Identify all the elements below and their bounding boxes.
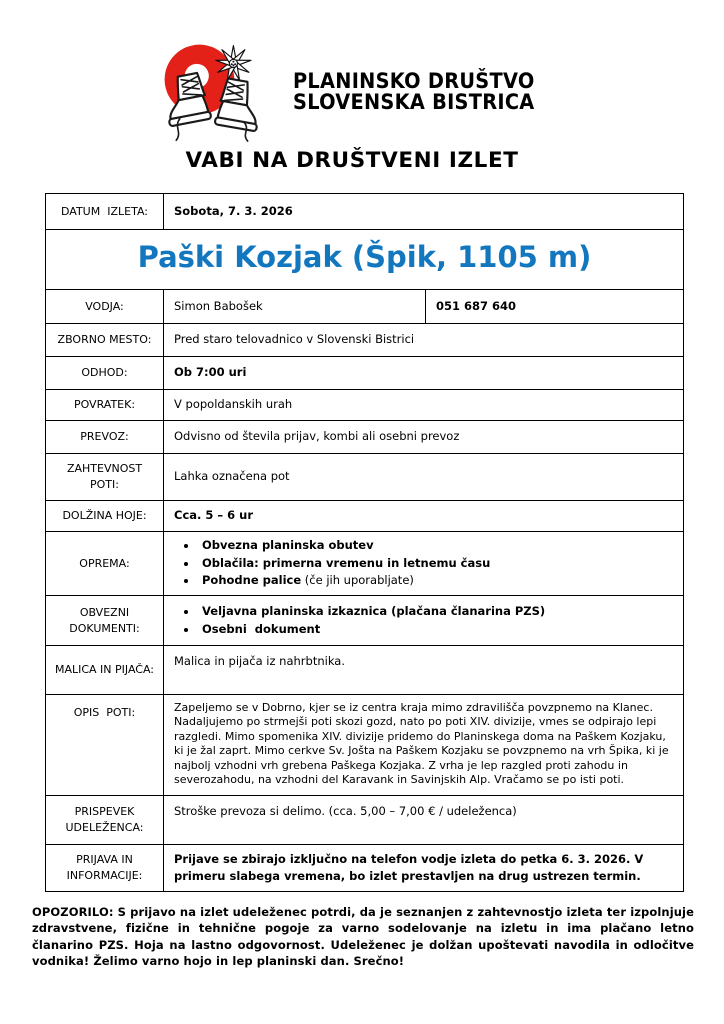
vodja-name: Simon Babošek (164, 290, 426, 324)
trip-table (45, 193, 684, 892)
prispevek-label: PRISPEVEK UDELEŽENCA: (46, 796, 164, 845)
header (45, 40, 683, 173)
opis-value: Zapeljemo se v Dobrno, kjer se iz centra kraja mimo zdravilišča povzpnemo na Klanec. Nadaljujemo po strmejši poti skozi gozd, nato po poti XIV. divizije, vmes se odpirajo lepi razgledi. Mimo spomenika XIV. divizije pridemo do Planinskega doma na Paškem Kozjaku, ki je žal zaprt. Mimo cerkve Sv. Jošta na Paškem Kozjaku se povzpnemo na vrh Špika, ki je najbolj vzhodni vrh grebena Paškega Kozjaka. Z vrha je lep razgled proti zahodu in severozahodu, na vzhodni del Karavank in Savinjskih Alp. Vračamo se po isti poti. (164, 695, 684, 796)
malica-value: Malica in pijača iz nahrbtnika. (164, 646, 684, 695)
oprema-value (164, 532, 684, 596)
list-item: • Oblačila: primerna vremenu in letnemu času (198, 555, 673, 573)
povratek-label: POVRATEK: (46, 390, 164, 421)
row-prijava (46, 845, 684, 892)
row-prevoz (46, 421, 684, 454)
zborno-mesto-label: ZBORNO MESTO: (46, 324, 164, 357)
row-zahtevnost (46, 454, 684, 501)
odhod-value: Ob 7:00 uri (164, 357, 684, 390)
opis-label: OPIS POTI: (46, 695, 164, 796)
zahtevnost-value: Lahka označena pot (164, 454, 684, 501)
prijava-label: PRIJAVA IN INFORMACIJE: (46, 845, 164, 892)
warning-paragraph: OPOZORILO: S prijavo na izlet udeleženec potrdi, da je seznanjen z zahtevnostjo izleta ter izpolnjuje zdravstvene, fizične in tehnične pogoje za varno sodelovanje na izletu in ima plačano letno članarino PZS. Hoja na lastno odgovornost. Udeleženec je dolžan upoštevati navodila in odločitve vodnika! Želimo varno hojo in lep planinski dan. Srečno! (32, 905, 694, 968)
odhod-label: ODHOD: (46, 357, 164, 390)
prevoz-value: Odvisno od števila prijav, kombi ali osebni prevoz (164, 421, 684, 454)
datum-label: DATUM IZLETA: (46, 194, 164, 230)
row-odhod (46, 357, 684, 390)
row-oprema (46, 532, 684, 596)
row-dolzina (46, 501, 684, 532)
row-malica (46, 646, 684, 695)
dolzina-value: Cca. 5 – 6 ur (164, 501, 684, 532)
list-item: • Veljavna planinska izkaznica (plačana članarina PZS) (198, 603, 673, 621)
row-povratek (46, 390, 684, 421)
row-trip-title (46, 230, 684, 290)
zborno-mesto-value: Pred staro telovadnico v Slovenski Bistrici (164, 324, 684, 357)
list-item: • Osebni dokument (198, 621, 673, 639)
row-opis (46, 695, 684, 796)
dokumenti-bullet-list (198, 603, 673, 639)
vodja-label: VODJA: (46, 290, 164, 324)
oprema-label: OPREMA: (46, 532, 164, 596)
row-zborno-mesto (46, 324, 684, 357)
list-item: • Obvezna planinska obutev (198, 537, 673, 555)
row-dokumenti (46, 596, 684, 646)
zahtevnost-label: ZAHTEVNOST POTI: (46, 454, 164, 501)
club-logo-graphic (153, 40, 287, 144)
oprema-bullet-list (198, 537, 673, 590)
org-name-line1: PLANINSKO DRUŠTVO (292, 68, 535, 93)
row-prispevek (46, 796, 684, 845)
prevoz-label: PREVOZ: (46, 421, 164, 454)
club-logo (153, 40, 556, 144)
vodja-phone: 051 687 640 (426, 290, 684, 324)
org-name (292, 68, 535, 114)
prispevek-value: Stroške prevoza si delimo. (cca. 5,00 – 7,00 € / udeleženca) (164, 796, 684, 845)
prijava-value: Prijave se zbirajo izključno na telefon vodje izleta do petka 6. 3. 2026. V primeru slabega vremena, bo izlet prestavljen na drug ustrezen termin. (164, 845, 684, 892)
dokumenti-label: OBVEZNI DOKUMENTI: (46, 596, 164, 646)
datum-value: Sobota, 7. 3. 2026 (164, 194, 684, 230)
dokumenti-value (164, 596, 684, 646)
povratek-value: V popoldanskih urah (164, 390, 684, 421)
list-item: • Pohodne palice (če jih uporabljate) (198, 572, 673, 590)
row-vodja (46, 290, 684, 324)
trip-title: Paški Kozjak (Špik, 1105 m) (46, 230, 684, 290)
malica-label: MALICA IN PIJAČA: (46, 646, 164, 695)
invite-heading: VABI NA DRUŠTVENI IZLET (185, 148, 519, 173)
row-datum (46, 194, 684, 230)
dolzina-label: DOLŽINA HOJE: (46, 501, 164, 532)
org-name-line2: SLOVENSKA BISTRICA (292, 90, 535, 114)
